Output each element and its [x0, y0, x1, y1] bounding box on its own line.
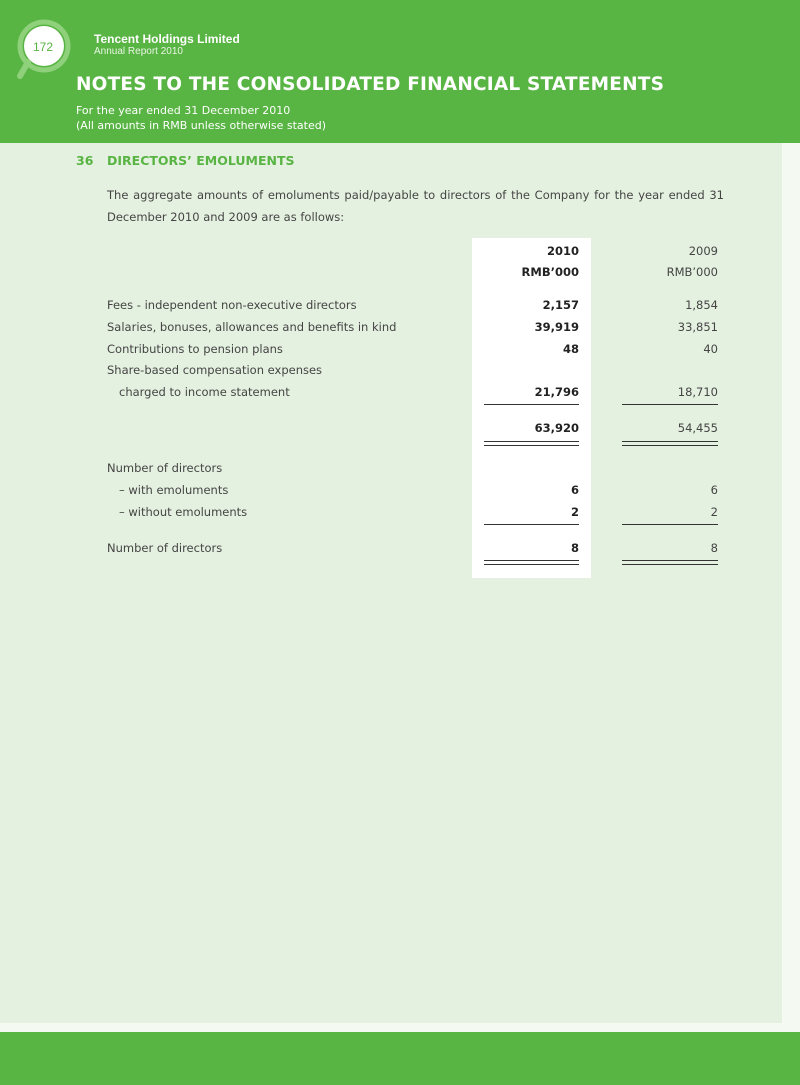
- page-footer: [0, 1032, 800, 1085]
- report-name: Annual Report 2010: [94, 46, 183, 57]
- current-year-highlight: [472, 238, 591, 578]
- side-strip: [782, 143, 800, 1023]
- period-subtitle: For the year ended 31 December 2010: [76, 104, 291, 117]
- row-charged-2010: 21,796: [534, 385, 579, 399]
- row-label-fees: Fees - independent non-executive directors: [107, 298, 357, 312]
- col-2010-year: 2010: [546, 244, 579, 258]
- section-number: 36: [76, 153, 94, 168]
- total-2009: 54,455: [677, 421, 718, 435]
- intro-paragraph: [107, 184, 724, 228]
- page-header: [0, 0, 800, 143]
- row-charged-2009: 18,710: [677, 385, 718, 399]
- col-2009-year: 2009: [688, 244, 718, 258]
- page-title: NOTES TO THE CONSOLIDATED FINANCIAL STATEMENTS: [76, 74, 665, 95]
- company-name: Tencent Holdings Limited: [94, 32, 240, 46]
- row-label-without-emoluments: – without emoluments: [119, 505, 248, 519]
- footer-band-light: [0, 1023, 800, 1032]
- row-label-with-emoluments: – with emoluments: [119, 483, 229, 497]
- directors-total-label: Number of directors: [107, 541, 223, 555]
- row-pension-2009: 40: [703, 342, 718, 356]
- directors-total-rule-2010-a: [484, 560, 579, 561]
- directors-subtotal-rule-2009: [622, 524, 718, 525]
- row-salaries-2009: 33,851: [677, 320, 718, 334]
- row-without-emoluments-2010: 2: [570, 505, 579, 519]
- directors-subtotal-rule-2010: [484, 524, 579, 525]
- row-with-emoluments-2009: 6: [710, 483, 718, 497]
- row-with-emoluments-2010: 6: [570, 483, 579, 497]
- directors-heading: Number of directors: [107, 461, 223, 475]
- total-rule-2009-a: [622, 441, 718, 442]
- total-rule-2010-b: [484, 445, 579, 446]
- page-number: 172: [32, 40, 54, 54]
- directors-total-2010: 8: [570, 541, 579, 555]
- directors-total-rule-2010-b: [484, 564, 579, 565]
- row-fees-2009: 1,854: [685, 298, 718, 312]
- subtotal-rule-2009: [622, 404, 718, 405]
- row-label-salaries: Salaries, bonuses, allowances and benefits in kind: [107, 320, 397, 334]
- total-2010: 63,920: [534, 421, 579, 435]
- col-2009-unit: RMB’000: [666, 265, 718, 279]
- directors-total-2009: 8: [710, 541, 718, 555]
- currency-subtitle: (All amounts in RMB unless otherwise stated): [76, 119, 327, 132]
- row-pension-2010: 48: [562, 342, 579, 356]
- row-salaries-2010: 39,919: [534, 320, 579, 334]
- directors-total-rule-2009-a: [622, 560, 718, 561]
- subtotal-rule-2010: [484, 404, 579, 405]
- row-label-share-based: Share-based compensation expenses: [107, 363, 323, 377]
- row-fees-2010: 2,157: [542, 298, 579, 312]
- row-without-emoluments-2009: 2: [710, 505, 718, 519]
- row-label-charged: charged to income statement: [119, 385, 290, 399]
- col-2010-unit: RMB’000: [521, 265, 579, 279]
- row-label-pension: Contributions to pension plans: [107, 342, 283, 356]
- intro-line-1: The aggregate amounts of emoluments paid/payable to directors of the Company for the year ended 31: [107, 188, 724, 202]
- directors-total-rule-2009-b: [622, 564, 718, 565]
- total-rule-2009-b: [622, 445, 718, 446]
- total-rule-2010-a: [484, 441, 579, 442]
- intro-line-2: December 2010 and 2009 are as follows:: [107, 210, 345, 224]
- section-title: DIRECTORS’ EMOLUMENTS: [107, 153, 295, 168]
